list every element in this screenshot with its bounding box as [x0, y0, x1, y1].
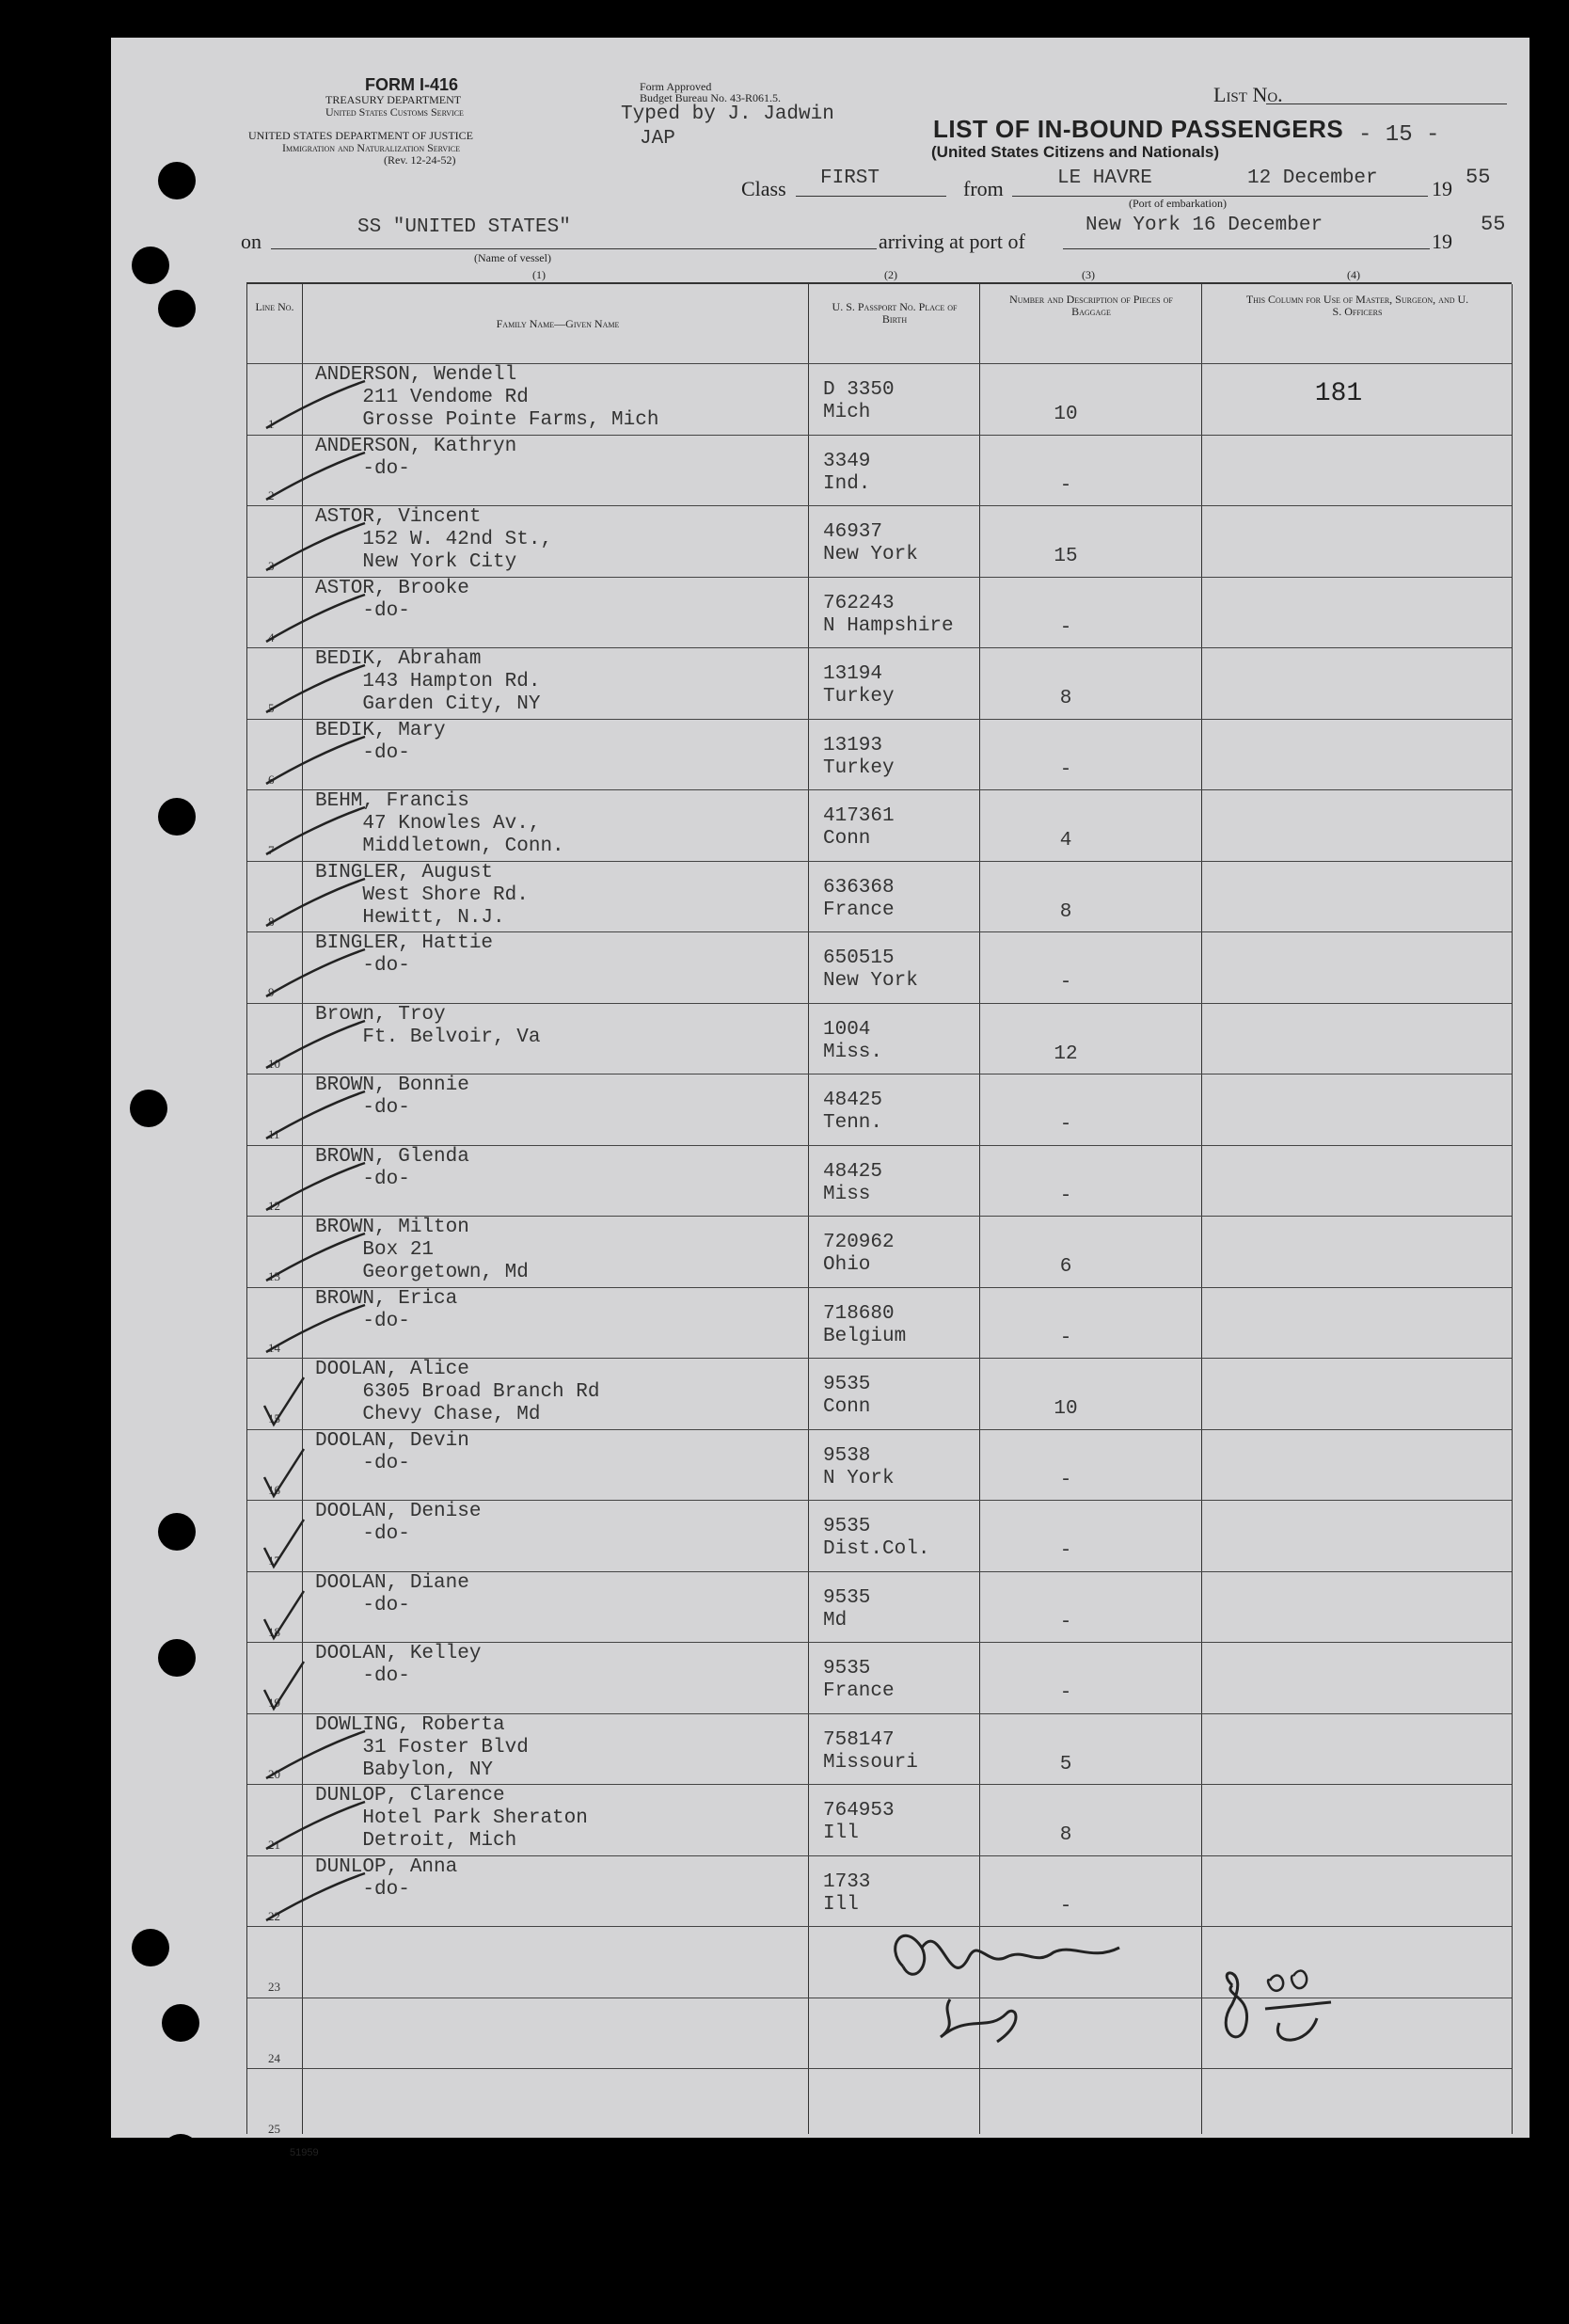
baggage-count: 10: [1054, 404, 1078, 425]
baggage-count: -: [1059, 616, 1072, 639]
officer-tally-mark: [1204, 1957, 1392, 2061]
table-row: [247, 861, 1512, 933]
checkmark-icon: [257, 445, 370, 511]
passenger-name-address: BINGLER, Hattie -do-: [315, 932, 494, 977]
checkmark-icon: [257, 1084, 370, 1150]
baggage-count: 8: [1059, 688, 1072, 709]
form-approved: Form Approved: [640, 80, 712, 93]
table-row: [247, 1216, 1512, 1288]
checkmark-icon: [257, 516, 370, 581]
checkmark-icon: [257, 587, 370, 653]
inspector-signature: [884, 1910, 1185, 2051]
punch-hole: [158, 1513, 196, 1551]
passenger-name-address: DUNLOP, Clarence Hotel Park Sheraton Detroit, Mich: [315, 1785, 588, 1852]
passenger-name-address: BROWN, Erica -do-: [315, 1287, 458, 1332]
line-number: 7: [268, 843, 275, 857]
table-row: [247, 1571, 1512, 1644]
col-header-line-no: Line No.: [255, 300, 294, 313]
checkmark-icon: [257, 1866, 370, 1932]
passport-birthplace: 9535 Md: [823, 1586, 871, 1632]
line-number: 24: [268, 2050, 280, 2065]
passport-birthplace: 758147 Missouri: [823, 1728, 918, 1774]
table-row: [247, 1855, 1512, 1928]
passport-birthplace: 417361 Conn: [823, 805, 895, 850]
baggage-count: 8: [1059, 1824, 1072, 1846]
form-number: FORM I-416: [365, 75, 459, 94]
passport-birthplace: 48425 Miss: [823, 1160, 883, 1205]
passport-birthplace: 9535 Dist.Col.: [823, 1516, 930, 1560]
passenger-name-address: BROWN, Glenda -do-: [315, 1145, 469, 1190]
punch-hole: [158, 798, 196, 836]
baggage-count: 4: [1059, 830, 1072, 852]
checkmark-icon: [257, 658, 370, 724]
passenger-name-address: BINGLER, August West Shore Rd. Hewitt, N.J.: [315, 861, 529, 929]
passport-birthplace: 650515 New York: [823, 947, 918, 992]
passport-birthplace: 764953 Ill: [823, 1800, 895, 1844]
dept-immigration: Immigration and Naturalization Service: [282, 141, 461, 154]
baggage-count: 6: [1059, 1256, 1072, 1278]
checkmark-icon: [257, 1155, 370, 1221]
line-number: 8: [268, 914, 275, 929]
year-prefix-2: 19: [1432, 230, 1452, 253]
table-row: [247, 435, 1512, 507]
typed-by: Typed by J. Jadwin: [621, 103, 834, 125]
punch-hole: [162, 2004, 199, 2042]
passenger-table: [246, 282, 1512, 2134]
line-number: 5: [268, 701, 275, 715]
passport-birthplace: 9538 N York: [823, 1444, 895, 1489]
passport-birthplace: 720962 Ohio: [823, 1232, 895, 1276]
line-number: 22: [268, 1908, 280, 1923]
col-num-3: (3): [1082, 268, 1095, 281]
table-row: [247, 1784, 1512, 1856]
passenger-name-address: DOWLING, Roberta 31 Foster Blvd Babylon, NY: [315, 1713, 529, 1781]
line-number: 25: [268, 2122, 280, 2136]
table-row: [247, 789, 1512, 862]
line-number: 12: [268, 1198, 280, 1213]
class-label: Class: [741, 177, 786, 200]
passenger-name-address: DOOLAN, Denise -do-: [315, 1501, 482, 1545]
punch-hole: [158, 162, 196, 199]
officer-note: 181: [1314, 379, 1363, 408]
list-heading: LIST OF IN-BOUND PASSENGERS: [933, 115, 1344, 143]
on-label: on: [241, 230, 262, 253]
passport-birthplace: 1004 Miss.: [823, 1018, 883, 1063]
checkmark-icon: [257, 1510, 370, 1576]
table-row: [247, 1287, 1512, 1360]
dept-customs: United States Customs Service: [325, 105, 464, 119]
baggage-count: 5: [1059, 1753, 1072, 1775]
checkmark-icon: [257, 1794, 370, 1860]
punch-hole: [162, 2134, 199, 2172]
form-revision: (Rev. 12-24-52): [384, 153, 456, 167]
line-number: 14: [268, 1340, 280, 1355]
passenger-name-address: ASTOR, Vincent 152 W. 42nd St., New York City: [315, 506, 553, 573]
passenger-name-address: DOOLAN, Devin -do-: [315, 1429, 469, 1474]
dept-treasury: TREASURY DEPARTMENT: [325, 93, 462, 106]
checkmark-icon: [257, 871, 370, 937]
passport-birthplace: D 3350 Mich: [823, 379, 895, 423]
line-number: 18: [268, 1624, 280, 1639]
typist-initials: JAP: [640, 128, 675, 150]
passenger-name-address: BROWN, Milton Box 21 Georgetown, Md: [315, 1217, 529, 1283]
baggage-count: -: [1059, 1682, 1072, 1704]
line-number: 17: [268, 1553, 280, 1568]
table-row: [247, 1074, 1512, 1146]
checkmark-icon: [257, 1297, 370, 1363]
baggage-count: 15: [1054, 546, 1078, 567]
year-prefix: 19: [1432, 177, 1452, 200]
line-number: 13: [268, 1269, 280, 1283]
passenger-name-address: BEHM, Francis 47 Knowles Av., Middletown, Conn.: [315, 790, 564, 857]
baggage-count: -: [1059, 1114, 1072, 1136]
line-number: 20: [268, 1766, 280, 1781]
year-value-2: 55: [1481, 213, 1506, 236]
col-header-name: Family Name—Given Name: [496, 317, 620, 330]
baggage-count: -: [1059, 1895, 1072, 1918]
checkmark-icon: [257, 1582, 370, 1647]
passport-birthplace: 718680 Belgium: [823, 1302, 907, 1347]
baggage-count: -: [1059, 474, 1072, 497]
col-header-baggage: Number and Description of Pieces of Baggage: [1009, 293, 1173, 318]
passport-birthplace: 46937 New York: [823, 521, 918, 565]
arrival-port-date: New York 16 December: [1086, 215, 1323, 236]
table-row: [247, 931, 1512, 1004]
checkmark-icon: [257, 729, 370, 795]
passenger-name-address: ANDERSON, Kathryn -do-: [315, 435, 517, 480]
passenger-name-address: Brown, Troy Ft. Belvoir, Va: [315, 1003, 541, 1048]
year-value: 55: [1466, 166, 1491, 189]
punch-hole: [130, 1090, 167, 1127]
from-port: LE HAVRE: [1057, 167, 1152, 189]
line-number: 23: [268, 1980, 280, 1994]
table-row: [247, 719, 1512, 791]
checkmark-icon: [257, 1724, 370, 1790]
passport-birthplace: 762243 N Hampshire: [823, 592, 954, 637]
passport-birthplace: 13194 Turkey: [823, 663, 895, 708]
list-no-label: List No.: [1213, 83, 1283, 106]
table-row: [247, 647, 1512, 720]
table-row: [247, 2068, 1512, 2141]
passport-birthplace: 13193 Turkey: [823, 734, 895, 779]
col-header-passport: U. S. Passport No. Place of Birth: [832, 300, 958, 326]
passenger-name-address: DOOLAN, Kelley -do-: [315, 1643, 482, 1687]
vessel-label: (Name of vessel): [474, 251, 551, 264]
from-label: from: [963, 177, 1004, 200]
class-value: FIRST: [820, 167, 880, 189]
passenger-name-address: BROWN, Bonnie -do-: [315, 1074, 469, 1119]
table-row: [247, 1358, 1512, 1430]
checkmark-icon: [257, 800, 370, 866]
passenger-name-address: DOOLAN, Alice 6305 Broad Branch Rd Chevy Chase, Md: [315, 1359, 600, 1425]
passenger-name-address: DOOLAN, Diane -do-: [315, 1571, 469, 1616]
punch-hole: [158, 290, 196, 327]
line-number: 9: [268, 985, 275, 999]
table-row: [247, 363, 1512, 436]
passport-birthplace: 48425 Tenn.: [823, 1090, 883, 1134]
baggage-count: -: [1059, 1611, 1072, 1633]
line-number: 1: [268, 417, 275, 431]
punch-hole: [158, 1639, 196, 1677]
passport-birthplace: 9535 France: [823, 1658, 895, 1702]
arriving-label: arriving at port of: [879, 230, 1025, 253]
baggage-count: -: [1059, 1469, 1072, 1491]
baggage-count: -: [1059, 972, 1072, 994]
table-row: [247, 577, 1512, 649]
passport-birthplace: 636368 France: [823, 876, 895, 921]
table-row: [247, 1642, 1512, 1714]
line-number: 19: [268, 1695, 280, 1710]
col-num-2: (2): [884, 268, 897, 281]
passport-birthplace: 3349 Ind.: [823, 450, 871, 495]
passport-birthplace: 1733 Ill: [823, 1870, 871, 1916]
port-embark-label: (Port of embarkation): [1129, 197, 1227, 210]
table-row: [247, 1713, 1512, 1786]
passport-birthplace: 9535 Conn: [823, 1374, 871, 1418]
checkmark-icon: [257, 1652, 370, 1718]
baggage-count: 10: [1054, 1398, 1078, 1420]
budget-bureau: Budget Bureau No. 43-R061.5.: [640, 91, 781, 104]
passenger-name-address: DUNLOP, Anna -do-: [315, 1855, 458, 1901]
col-num-4: (4): [1347, 268, 1360, 281]
col-num-1: (1): [532, 268, 546, 281]
passenger-name-address: BEDIK, Abraham 143 Hampton Rd. Garden City, NY: [315, 648, 541, 715]
footer-code: 51959: [290, 2147, 319, 2158]
line-number: 6: [268, 772, 275, 787]
punch-hole: [132, 247, 169, 284]
checkmark-icon: [257, 1368, 370, 1434]
checkmark-icon: [257, 374, 370, 439]
checkmark-icon: [257, 1440, 370, 1505]
list-subheading: (United States Citizens and Nationals): [931, 143, 1220, 161]
line-number: 16: [268, 1482, 280, 1497]
table-row: [247, 1145, 1512, 1218]
line-number: 21: [268, 1838, 280, 1852]
line-number: 2: [268, 487, 275, 502]
checkmark-icon: [257, 942, 370, 1008]
passenger-name-address: ASTOR, Brooke -do-: [315, 577, 469, 622]
baggage-count: -: [1059, 1327, 1072, 1349]
baggage-count: -: [1059, 1540, 1072, 1562]
baggage-count: 12: [1054, 1043, 1078, 1065]
punch-hole: [132, 1929, 169, 1966]
from-date: 12 December: [1247, 167, 1378, 189]
line-number: 11: [268, 1127, 280, 1141]
line-number: 15: [268, 1411, 280, 1425]
table-row: [247, 1429, 1512, 1502]
line-number: 4: [268, 629, 275, 645]
baggage-count: -: [1059, 1185, 1072, 1207]
checkmark-icon: [257, 1013, 370, 1079]
dept-justice: UNITED STATES DEPARTMENT OF JUSTICE: [248, 129, 474, 142]
passenger-name-address: ANDERSON, Wendell 211 Vendome Rd Grosse Pointe Farms, Mich: [315, 364, 659, 431]
table-row: [247, 1003, 1512, 1075]
line-number: 3: [268, 559, 275, 573]
baggage-count: -: [1059, 758, 1072, 781]
vessel-name: SS "UNITED STATES": [357, 216, 571, 238]
checkmark-icon: [257, 1226, 370, 1292]
baggage-count: 8: [1059, 900, 1072, 923]
table-row: [247, 505, 1512, 578]
col-header-officers: This Column for Use of Master, Surgeon, and U. S. Officers: [1245, 293, 1469, 318]
list-number: - 15 -: [1358, 122, 1440, 148]
passenger-name-address: BEDIK, Mary -do-: [315, 719, 446, 764]
line-number: 10: [268, 1056, 280, 1071]
table-row: [247, 1500, 1512, 1572]
